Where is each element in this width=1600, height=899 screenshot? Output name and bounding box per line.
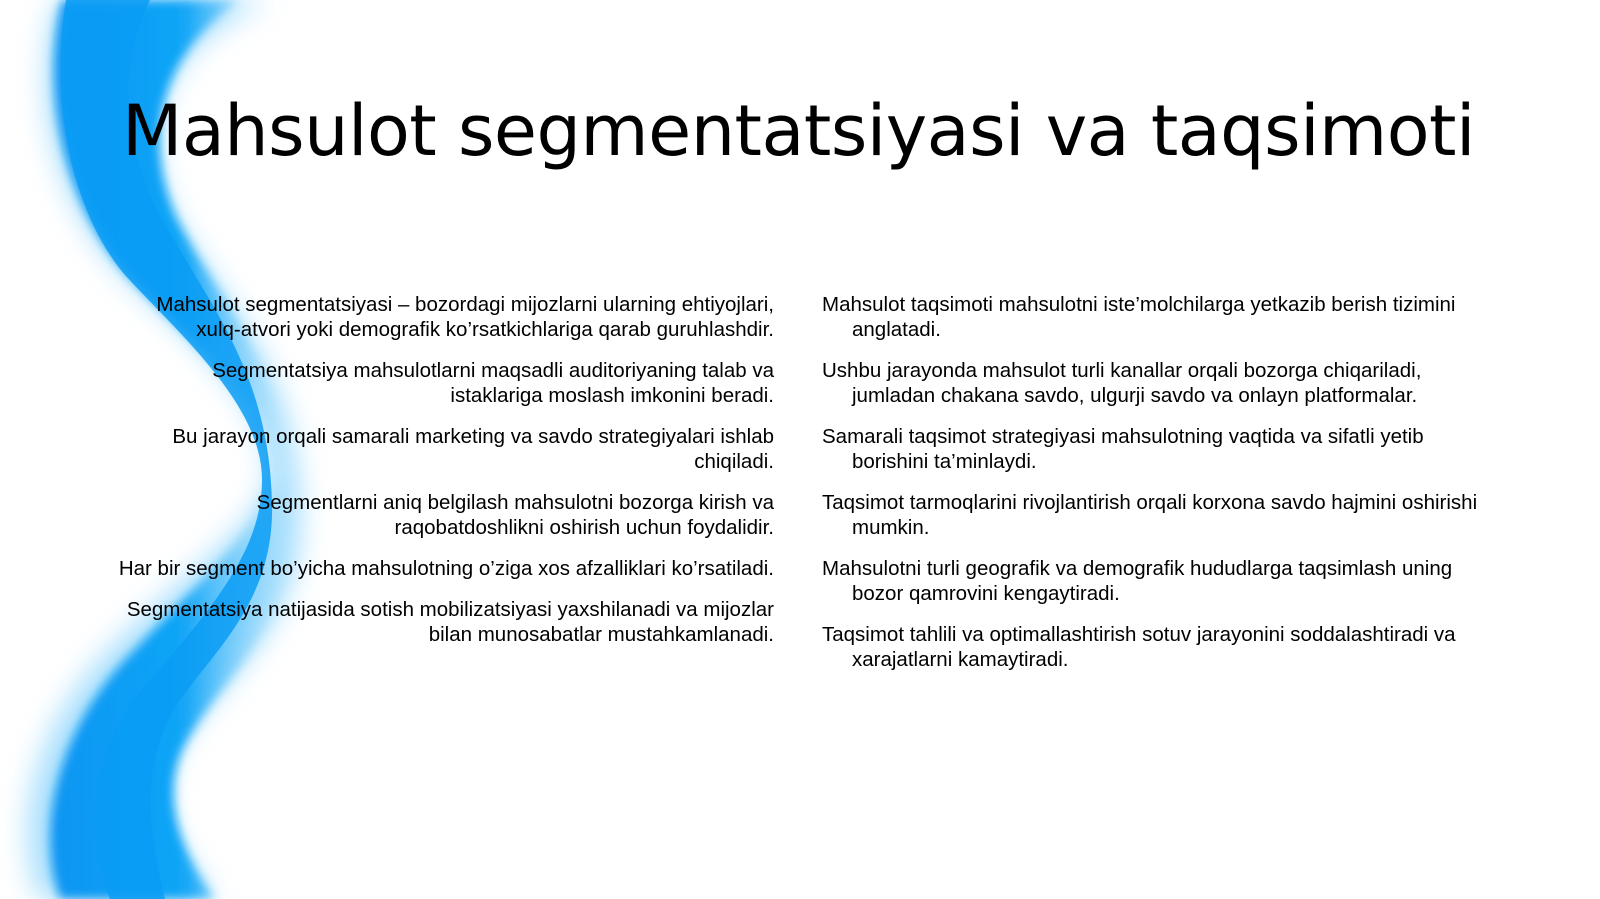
- right-list-item: Taqsimot tarmoqlarini rivojlantirish orqali korxona savdo hajmini oshirishi mumkin.: [822, 491, 1478, 539]
- right-list-item: Taqsimot tahlili va optimallashtirish sotuv jarayonini soddalashtiradi va xarajatlarni kamaytiradi.: [822, 623, 1456, 671]
- left-list-item: Mahsulot segmentatsiyasi – bozordagi mijozlarni ularning ehtiyojlari, xulq-atvori yoki demografik ko’rsatkichlariga qarab guruhlashdir.: [156, 293, 774, 341]
- left-list-item: Segmentatsiya natijasida sotish mobilizatsiyasi yaxshilanadi va mijozlar bilan munosabatlar mustahkamlanadi.: [126, 598, 774, 646]
- left-column-list: [118, 292, 774, 663]
- right-column-list: [822, 292, 1482, 688]
- left-list-item: Bu jarayon orqali samarali marketing va savdo strategiyalari ishlab chiqiladi.: [172, 425, 774, 473]
- right-list-item: Ushbu jarayonda mahsulot turli kanallar orqali bozorga chiqariladi, jumladan chakana savdo, ulgurji savdo va onlayn platformalar.: [822, 359, 1422, 407]
- right-list-item: Mahsulotni turli geografik va demografik hududlarga taqsimlash uning bozor qamrovini kengaytiradi.: [822, 557, 1453, 605]
- left-list-item: Segmentlarni aniq belgilash mahsulotni bozorga kirish va raqobatdoshlikni oshirish uchun foydalidir.: [256, 491, 774, 539]
- right-list-item: Samarali taqsimot strategiyasi mahsulotning vaqtida va sifatli yetib borishini ta’minlaydi.: [822, 425, 1424, 473]
- left-list-item: Segmentatsiya mahsulotlarni maqsadli auditoriyaning talab va istaklariga moslash imkonini beradi.: [212, 359, 774, 407]
- right-list-item: Mahsulot taqsimoti mahsulotni iste’molchilarga yetkazib berish tizimini anglatadi.: [822, 293, 1456, 341]
- slide-title: Mahsulot segmentatsiyasi va taqsimoti: [122, 90, 1475, 172]
- left-list-item: Har bir segment bo’yicha mahsulotning o’ziga xos afzalliklari ko’rsatiladi.: [118, 557, 774, 580]
